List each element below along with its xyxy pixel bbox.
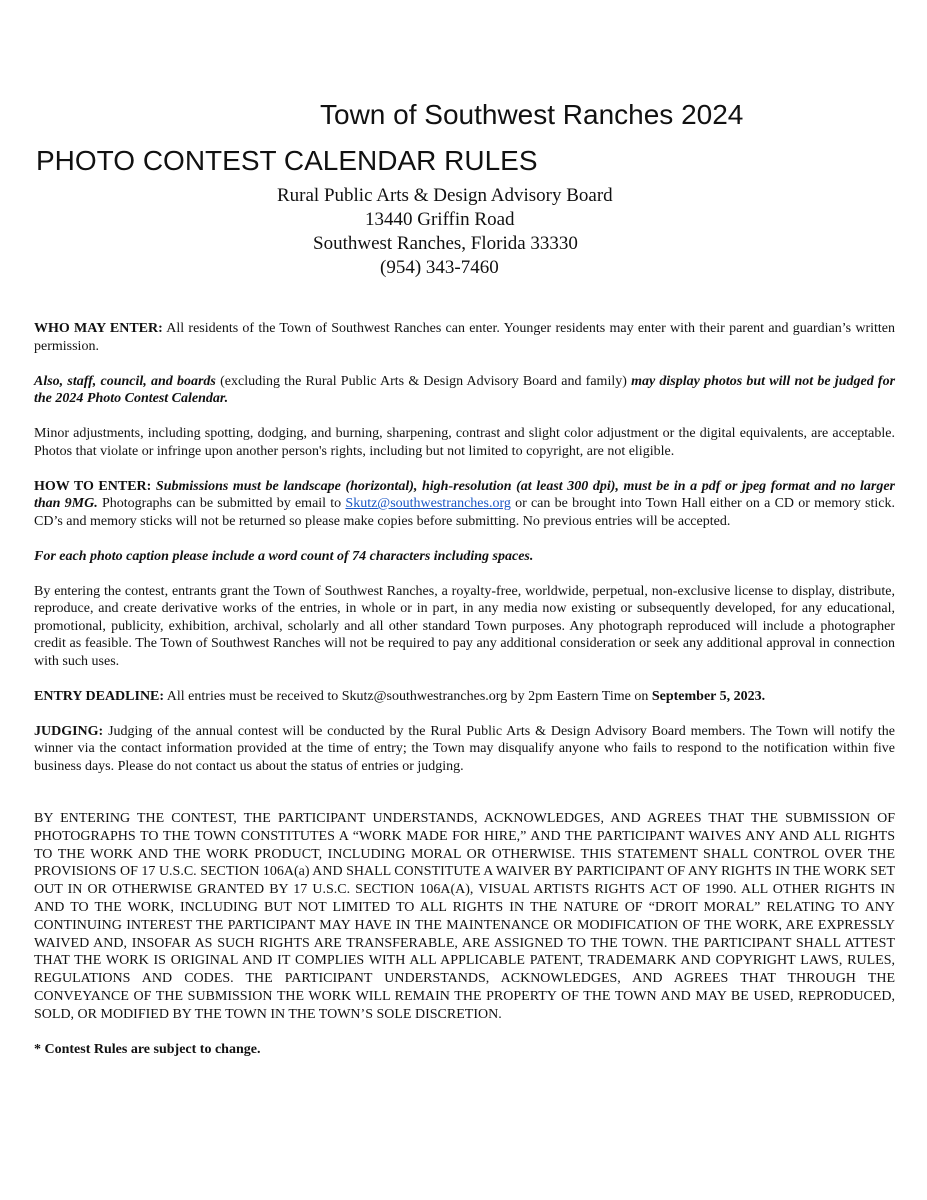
how-to-enter-text-after: or can be brought into Town Hall either on a CD or memory stick. CD’s and memory sticks will not be returned so please make copies before submitting. No previous entries will be accepted. — [34, 496, 895, 529]
caption-note-paragraph: For each photo caption please include a word count of 74 characters including spaces. — [34, 548, 534, 564]
how-to-enter-text: Photographs can be submitted by email to — [97, 496, 346, 511]
how-to-enter-requirements: Submissions must be landscape (horizontal), high-resolution (at least 300 dpi), must be in a pdf or jpeg format and no larger than 9MG. — [34, 478, 895, 511]
who-may-enter-paragraph — [34, 320, 895, 355]
city-state-zip: Southwest Ranches, Florida 33330 — [313, 233, 578, 254]
who-may-enter-text: All residents of the Town of Southwest Ranches can enter. Younger residents may enter with their parent and guardian’s written permission. — [34, 321, 895, 354]
legal-disclaimer-paragraph: BY ENTERING THE CONTEST, THE PARTICIPANT UNDERSTANDS, ACKNOWLEDGES, AND AGREES THAT THE SUBMISSION OF PHOTOGRAPHS TO THE TOWN CONSTITUTES A “WORK MADE FOR HIRE,” AND THE PARTICIPANT WAIVES ANY AND ALL RIGHTS TO THE WORK AND THE WORK PRODUCT, INCLUDING MORAL OR OTHERWISE. THIS STATEMENT SHALL CONTROL OVER THE PROVISIONS OF 17 U.S.C. SECTION 106A(a) AND SHALL CONSTITUTE A WAIVER BY PARTICIPANT OF ANY RIGHTS IN THE WORK SET OUT IN OR OTHERWISE GRANTED BY 17 U.S.C. SECTION 106A(A), VISUAL ARTISTS RIGHTS ACT OF 1990. ALL OTHER RIGHTS IN AND TO THE WORK, INCLUDING BUT NOT LIMITED TO ALL RIGHTS IN THE NATURE OF “DROIT MORAL” RELATING TO ANY CONTINUING INTEREST THE PARTICIPANT MAY HAVE IN THE MAINTENANCE OR MODIFICATION OF THE WORK, ARE EXPRESSLY WAIVED AND, INSOFAR AS SUCH RIGHTS ARE TRANSFERABLE, ARE ASSIGNED TO THE TOWN. THE PARTICIPANT SHALL ATTEST THAT THE WORK IS ORIGINAL AND IT COMPLIES WITH ALL APPLICABLE PATENT, TRADEMARK AND COPYRIGHT LAWS, RULES, REGULATIONS AND CODES. THE PARTICIPANT UNDERSTANDS, ACKNOWLEDGES, AND AGREES THAT THROUGH THE CONVEYANCE OF THE SUBMISSION THE WORK WILL REMAIN THE PROPERTY OF THE TOWN AND MAY BE USED, REPRODUCED, SOLD, OR MODIFIED BY THE TOWN IN THE TOWN’S SOLE DISCRETION. — [34, 811, 895, 1022]
footnote — [34, 1041, 895, 1059]
email-link[interactable]: Skutz@southwestranches.org — [345, 496, 511, 511]
footnote-text: * Contest Rules are subject to change. — [34, 1042, 261, 1058]
staff-note-paragraph — [34, 373, 895, 408]
how-to-enter-label: HOW TO ENTER: — [34, 478, 152, 494]
deadline-label: ENTRY DEADLINE: — [34, 688, 165, 704]
street-address: 13440 Griffin Road — [365, 209, 515, 230]
how-to-enter-paragraph — [34, 478, 895, 531]
deadline-paragraph — [34, 688, 895, 706]
rules-body — [34, 320, 895, 1059]
board-name: Rural Public Arts & Design Advisory Board — [277, 185, 613, 206]
judging-label: JUDGING: — [34, 723, 104, 739]
staff-note-tail: may display photos but will not be judged for the 2024 Photo Contest Calendar. — [34, 373, 896, 406]
adjustments-paragraph: Minor adjustments, including spotting, dodging, and burning, sharpening, contrast and slight color adjustment or the digital equivalents, are acceptable. Photos that violate or infringe upon another person's rights, including but not limited to copyright, are not eligible. — [34, 426, 895, 459]
document-title: Town of Southwest Ranches 2024 — [320, 99, 744, 130]
judging-paragraph — [34, 723, 895, 776]
who-may-enter-label: WHO MAY ENTER: — [34, 321, 163, 336]
staff-note-middle: (excluding the Rural Public Arts & Design Advisory Board and family) — [215, 373, 632, 389]
deadline-date: September 5, 2023. — [651, 688, 766, 704]
document-subtitle: PHOTO CONTEST CALENDAR RULES — [36, 145, 538, 176]
deadline-text: All entries must be received to Skutz@southwestranches.org by 2pm Eastern Time on — [164, 688, 652, 704]
phone-number: (954) 343-7460 — [380, 257, 499, 278]
staff-note-lead: Also, staff, council, and boards — [34, 373, 216, 389]
license-paragraph: By entering the contest, entrants grant the Town of Southwest Ranches, a royalty-free, worldwide, perpetual, non-exclusive license to display, distribute, reproduce, and create derivative works of the entries, in whole or in part, in any media now existing or subsequently developed, for any educational, promotional, publicity, exhibition, archival, scholarly and all other standard Town purposes. Any photograph reproduced will include a photographer credit as feasible. The Town of Southwest Ranches will not be required to pay any additional consideration or seek any additional approval in connection with such uses. — [34, 583, 895, 669]
judging-text: Judging of the annual contest will be conducted by the Rural Public Arts & Design Advisory Board members. The Town will notify the winner via the contact information provided at the time of entry; the Town may disqualify anyone who fails to respond to the notification within five business days. Please do not contact us about the status of entries or judging. — [34, 723, 895, 774]
